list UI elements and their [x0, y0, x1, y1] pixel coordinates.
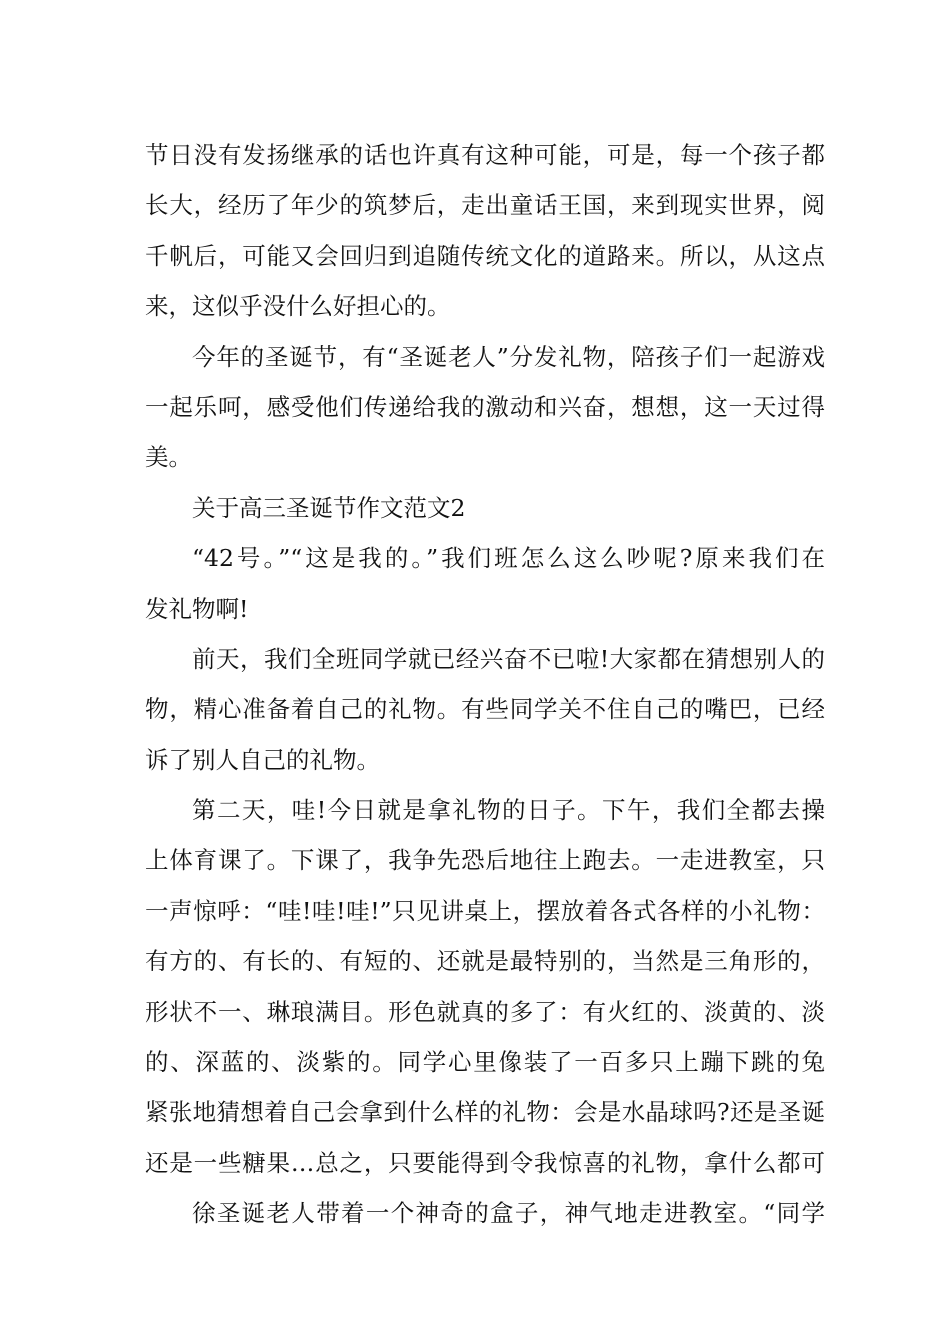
text-line: 今年的圣诞节，有“圣诞老人”分发礼物，陪孩子们一起游戏: [192, 342, 825, 371]
text-line: 来，这似乎没什么好担心的。: [145, 292, 451, 321]
paragraph: [145, 332, 825, 483]
text-line: 美。: [145, 443, 192, 472]
text-line: 紧张地猜想着自己会拿到什么样的礼物：会是水晶球吗?还是圣诞: [145, 1098, 825, 1127]
text-line: 节日没有发扬继承的话也许真有这种可能，可是，每一个孩子都: [145, 141, 825, 169]
section-heading: [145, 483, 825, 533]
heading-line: 关于高三圣诞节作文范文2: [192, 493, 466, 522]
paragraph: [145, 533, 825, 634]
paragraph: [145, 785, 825, 1188]
paragraph: [145, 1188, 825, 1238]
text-line: 一声惊呼：“哇!哇!哇!”只见讲桌上，摆放着各式各样的小礼物：: [145, 896, 825, 925]
text-line: 徐圣诞老人带着一个神奇的盒子，神气地走进教室。“同学: [192, 1199, 825, 1228]
text-line: 物，精心准备着自己的礼物。有些同学关不住自己的嘴巴，已经: [145, 695, 825, 724]
text-line: 的、深蓝的、淡紫的。同学心里像装了一百多只上蹦下跳的兔: [145, 1048, 825, 1077]
text-line: 第二天，哇!今日就是拿礼物的日子。下午，我们全都去操: [192, 796, 825, 825]
paragraph: [145, 130, 825, 332]
text-line: 一起乐呵，感受他们传递给我的激动和兴奋，想想，这一天过得: [145, 392, 825, 421]
text-line: 上体育课了。下课了，我争先恐后地往上跑去。一走进教室，只: [145, 846, 825, 875]
text-line: “42号。”“这是我的。”我们班怎么这么吵呢?原来我们在: [192, 544, 825, 573]
text-line: 有方的、有长的、有短的、还就是最特别的，当然是三角形的，: [145, 947, 825, 976]
text-line: 还是一些糖果…总之，只要能得到令我惊喜的礼物，拿什么都可: [145, 1148, 825, 1177]
text-line: 形状不一、琳琅满目。形色就真的多了：有火红的、淡黄的、淡: [145, 997, 825, 1026]
text-line: 前天，我们全班同学就已经兴奋不已啦!大家都在猜想别人的: [192, 644, 825, 673]
text-line: 诉了别人自己的礼物。: [145, 745, 380, 774]
paragraph: [145, 634, 825, 785]
text-line: 长大，经历了年少的筑梦后，走出童话王国，来到现实世界，阅: [145, 191, 825, 220]
text-line: 发礼物啊!: [145, 594, 249, 623]
text-line: 千帆后，可能又会回归到追随传统文化的道路来。所以，从这点: [145, 241, 825, 270]
document-body: [145, 130, 825, 1239]
